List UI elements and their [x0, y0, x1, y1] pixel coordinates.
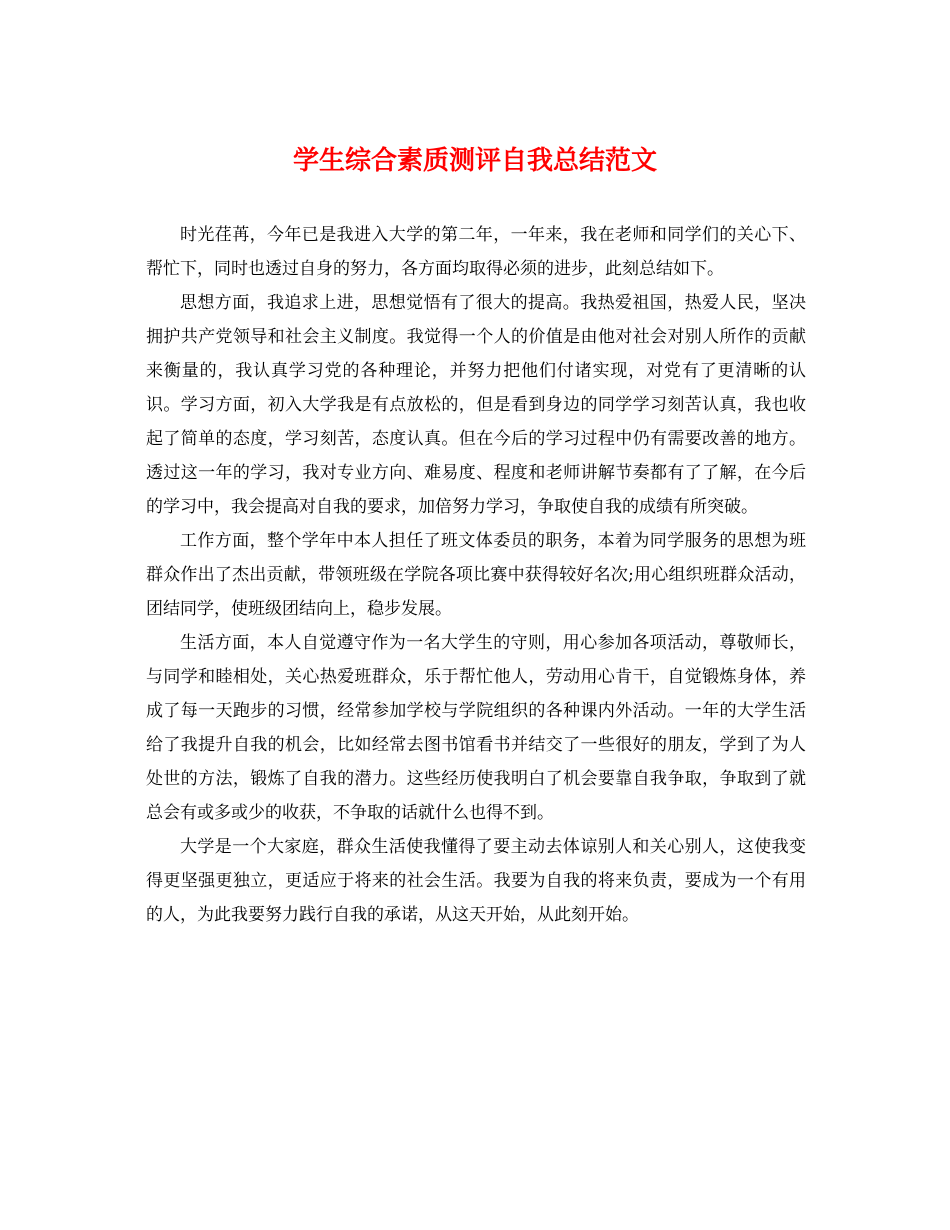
- paragraph-work: 工作方面，整个学年中本人担任了班文体委员的职务，本着为同学服务的思想为班群众作出了杰出贡献，带领班级在学院各项比赛中获得较好名次;用心组织班群众活动，团结同学，使班级团结向上，稳步发展。: [146, 531, 806, 619]
- document-title: 学生综合素质测评自我总结范文: [292, 146, 657, 176]
- paragraph-ideology-study: 思想方面，我追求上进，思想觉悟有了很大的提高。我热爱祖国，热爱人民，坚决拥护共产党领导和社会主义制度。我觉得一个人的价值是由他对社会对别人所作的贡献来衡量的，我认真学习党的各种理论，并努力把他们付诸实现，对党有了更清晰的认识。学习方面，初入大学我是有点放松的，但是看到身边的同学学习刻苦认真，我也收起了简单的态度，学习刻苦，态度认真。但在今后的学习过程中仍有需要改善的地方。透过这一年的学习，我对专业方向、难易度、程度和老师讲解节奏都有了了解，在今后的学习中，我会提高对自我的要求，加倍努力学习，争取使自我的成绩有所突破。: [146, 293, 806, 517]
- paragraph-conclusion: 大学是一个大家庭，群众生活使我懂得了要主动去体谅别人和关心别人，这使我变得更坚强更独立，更适应于将来的社会生活。我要为自我的将来负责，要成为一个有用的人，为此我要努力践行自我的承诺，从这天开始，从此刻开始。: [146, 837, 806, 925]
- paragraph-life: 生活方面，本人自觉遵守作为一名大学生的守则，用心参加各项活动，尊敬师长，与同学和睦相处，关心热爱班群众，乐于帮忙他人，劳动用心肯干，自觉锻炼身体，养成了每一天跑步的习惯，经常参加学校与学院组织的各种课内外活动。一年的大学生活给了我提升自我的机会，比如经常去图书馆看书并结交了一些很好的朋友，学到了为人处世的方法，锻炼了自我的潜力。这些经历使我明白了机会要靠自我争取，争取到了就总会有或多或少的收获，不争取的话就什么也得不到。: [146, 633, 806, 823]
- paragraph-intro: 时光荏苒，今年已是我进入大学的第二年，一年来，我在老师和同学们的关心下、帮忙下，同时也透过自身的努力，各方面均取得必须的进步，此刻总结如下。: [146, 225, 806, 279]
- document-body: [146, 218, 806, 932]
